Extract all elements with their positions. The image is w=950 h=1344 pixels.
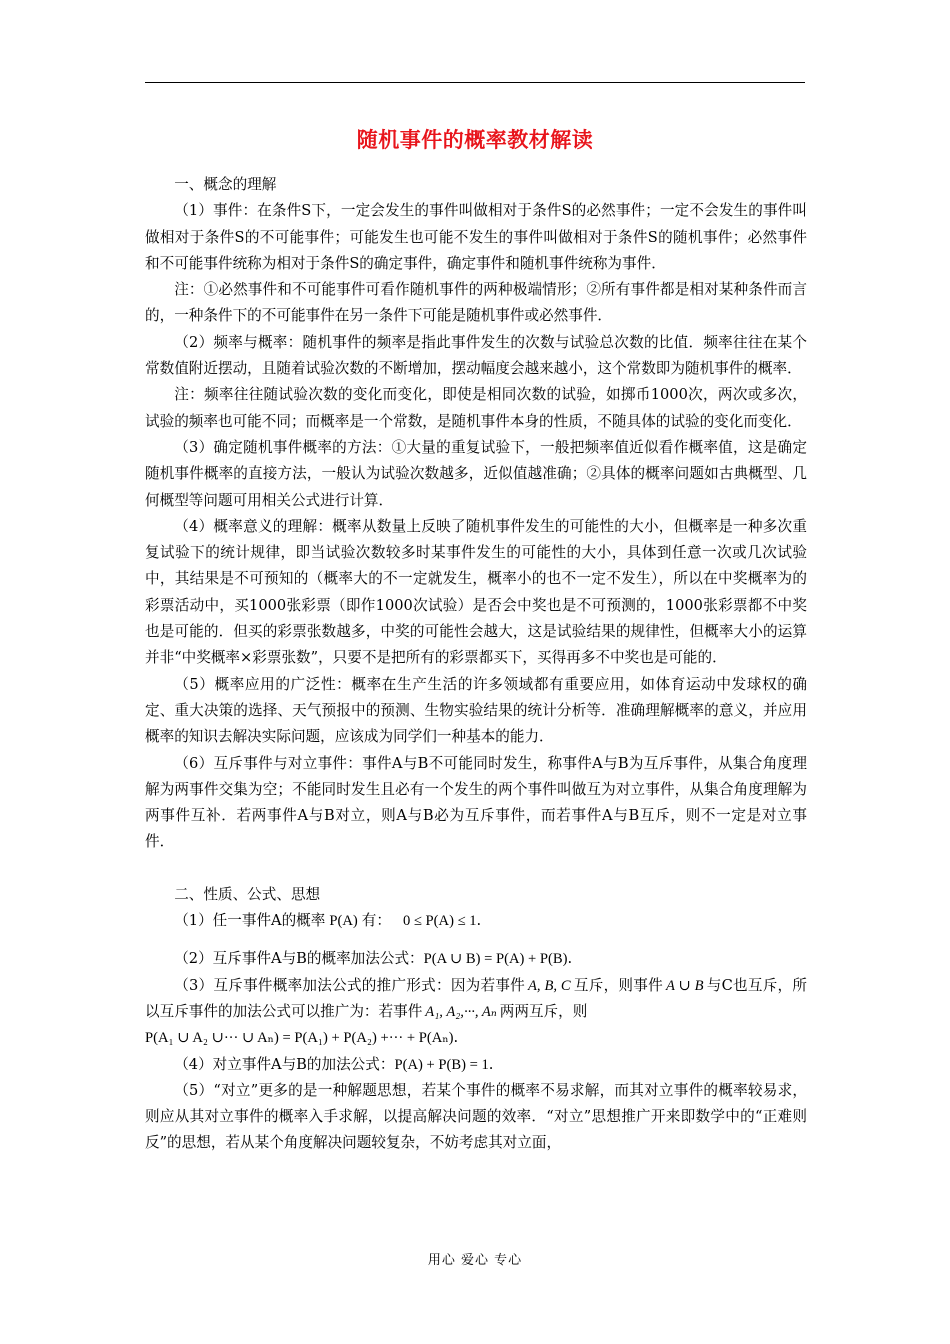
property-3: （3）互斥事件概率加法公式的推广形式：因为若事件 A, B, C 互斥，则事件 A ∪ B 与C也互斥，所以互斥事件的加法公式可以推广为：若事件 A₁, A₂,···, Aₙ 两两互斥，则 P(A₁ ∪ A₂ ∪··· ∪ Aₙ) = P(A₁) + P(A₂) +··· + P(Aₙ). [145, 976, 807, 1047]
page-footer: 用心 爱心 专心 [427, 1253, 523, 1268]
paragraph-mutually-exclusive: （6）互斥事件与对立事件：事件A与B不可能同时发生，称事件A与B为互斥事件，从集合角度理解为两事件交集为空；不能同时发生且必有一个发生的两个事件叫做互为对立事件，从集合角度理解为两事件互补．若两事件A与B对立，则A与B必为互斥事件，而若事件A与B互斥，则不一定是对立事件． [145, 754, 807, 851]
paragraph-events: （1）事件：在条件S下，一定会发生的事件叫做相对于条件S的必然事件；一定不会发生的事件叫做相对于条件S的不可能事件；可能发生也可能不发生的事件叫做相对于条件S的随机事件；必然事件和不可能事件统称为相对于条件S的确定事件，确定事件和随机事件统称为事件． [145, 202, 807, 272]
paragraph-meaning: （4）概率意义的理解：概率从数量上反映了随机事件发生的可能性的大小，但概率是一种多次重复试验下的统计规律，即当试验次数较多时某事件发生的可能性的大小，具体到任意一次或几次试验中，其结果是不可预知的（概率大的不一定就发生，概率小的也不一定不发生），所以在中奖概率为的彩票活动中，买1000张彩票（即作1000次试验）是否会中奖也是不可预测的，1000张彩票都不中奖也是可能的．但买的彩票张数越多，中奖的可能性会越大，这是试验结果的规律性，但概率大小的运算并非“中奖概率×彩票张数”，只要不是把所有的彩票都买下，买得再多不中奖也是可能的． [145, 517, 807, 667]
paragraph-note-2: 注：频率往往随试验次数的变化而变化，即使是相同次数的试验，如掷币1000次，两次或多次，试验的频率也可能不同；而概率是一个常数，是随机事件本身的性质，不随具体的试验的变化而变化． [145, 386, 807, 430]
paragraph-application: （5）概率应用的广泛性：概率在生产生活的许多领域都有重要应用，如体育运动中发球权的确定、重大决策的选择、天气预报中的预测、生物实验结果的统计分析等．准确理解概率的意义，并应用概率的知识去解决实际问题，应该成为同学们一种基本的能力． [145, 675, 807, 746]
section-heading: 二、性质、公式、思想 [174, 885, 321, 903]
paragraph-frequency: （2）频率与概率：随机事件的频率是指此事件发生的次数与试验总次数的比值．频率往往在某个常数值附近摆动，且随着试验次数的不断增加，摆动幅度会越来越小，这个常数即为随机事件的概率． [145, 333, 807, 378]
document-title: 随机事件的概率教材解读 [356, 128, 594, 152]
property-4: （4）对立事件A与B的加法公式：P(A) + P(B) = 1. [174, 1055, 494, 1073]
header-rule [145, 82, 805, 83]
spacer [145, 934, 807, 946]
document-body [145, 172, 807, 1157]
property-1: （1）任一事件A的概率 P(A) 有： 0 ≤ P(A) ≤ 1. [174, 912, 482, 930]
property-5: （5）“对立”更多的是一种解题思想，若某个事件的概率不易求解，而其对立事件的概率较易求，则应从其对立事件的概率入手求解，以提高解决问题的效率．“对立”思想推广开来即数学中的“正难则反”的思想，若从某个角度解决问题较复杂，不妨考虑其对立面， [145, 1081, 807, 1152]
paragraph-note-1: 注：①必然事件和不可能事件可看作随机事件的两种极端情形；②所有事件都是相对某种条件而言的，一种条件下的不可能事件在另一条件下可能是随机事件或必然事件． [145, 281, 807, 325]
section-spacer [145, 856, 807, 882]
section-heading: 一、概念的理解 [174, 176, 277, 193]
property-2: （2）互斥事件A与B的概率加法公式：P(A ∪ B) = P(A) + P(B). [174, 950, 573, 968]
paragraph-methods: （3）确定随机事件概率的方法：①大量的重复试验下，一般把频率值近似看作概率值，这是确定随机事件概率的直接方法，一般认为试验次数越多，近似值越准确；②具体的概率问题如古典概型、几何概型等问题可用相关公式进行计算． [145, 438, 807, 509]
